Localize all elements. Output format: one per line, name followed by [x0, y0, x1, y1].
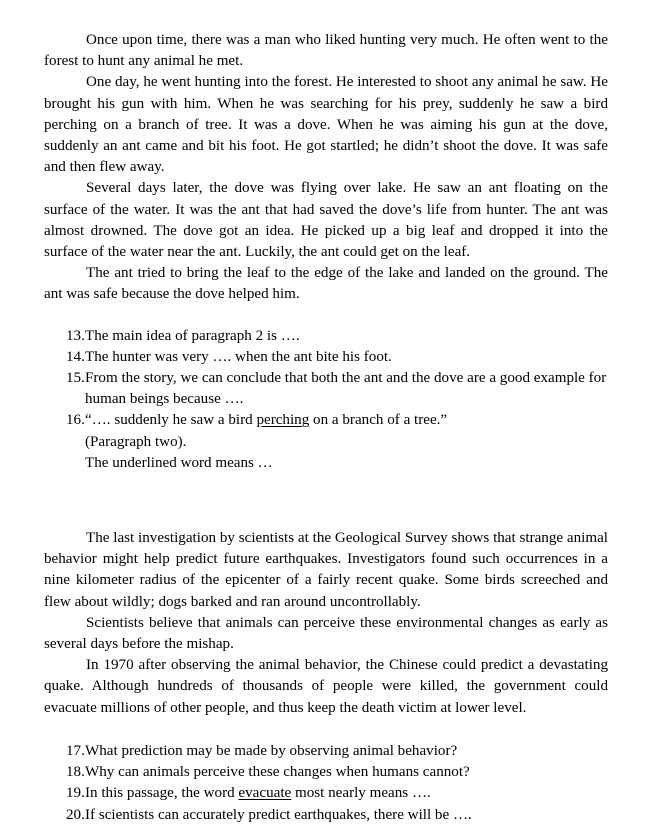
passage-two-paragraph-1: The last investigation by scientists at the Geological Survey shows that strange animal behavior might help predict future earthquakes. Investigators found such occurrences in a nine kilometer radius of the epicenter of a fairly recent quake. Some birds screeched and flew about wildly; dogs barked and ran around uncontrollably. — [44, 530, 608, 610]
question-number-17: 17. — [66, 742, 85, 759]
question-number-18: 18. — [66, 764, 85, 781]
question-number-16: 16. — [66, 412, 85, 429]
question-19-underlined-word: evacuate — [238, 785, 292, 802]
question-text-17: What prediction may be made by observing animal behavior? — [85, 742, 458, 759]
question-number-13: 13. — [66, 327, 85, 344]
question-16-text-before: “…. suddenly he saw a bird — [85, 412, 257, 429]
question-item-13 — [44, 326, 608, 347]
question-list-two — [44, 741, 608, 826]
question-text-13: The main idea of paragraph 2 is …. — [85, 327, 300, 344]
passage-two-paragraph-3: In 1970 after observing the animal behavior, the Chinese could predict a devastating quake. Although hundreds of thousands of people were killed, the government could evacuate millions of other people, and thus keep the death victim at lower level. — [44, 657, 608, 716]
question-item-16 — [44, 410, 608, 474]
question-item-20 — [44, 805, 608, 826]
question-number-20: 20. — [66, 806, 85, 823]
question-text-18: Why can animals perceive these changes when humans cannot? — [85, 764, 470, 781]
spacer-between-sections — [44, 474, 608, 528]
question-text-19 — [85, 785, 431, 801]
passage-one-paragraph-3: Several days later, the dove was flying over lake. He saw an ant floating on the surface of the water. It was the ant that had saved the dove’s life from hunter. The ant was almost drowned. The dove got an idea. He picked up a big leaf and dropped it into the surface of the water near the ant. Luckily, the ant could get on the leaf. — [44, 180, 608, 261]
question-16-text-after: on a branch of a tree.” — [309, 412, 448, 429]
question-16-subline-2: The underlined word means … — [85, 454, 273, 471]
passage-two-paragraph-2: Scientists believe that animals can perceive these environmental changes as early as several days before the mishap. — [44, 614, 608, 653]
passage-one-paragraph-2: One day, he went hunting into the forest. He interested to shoot any animal he saw. He brought his gun with him. When he was searching for his prey, suddenly he saw a bird perching on a branch of tree. It was a dove. When he was aiming his gun at the dove, suddenly an ant came and bit his foot. He got startled; he didn’t shoot the dove. It was safe and then flew away. — [44, 74, 608, 176]
question-number-15: 15. — [66, 370, 85, 387]
question-19-text-after: most nearly means …. — [291, 785, 431, 802]
question-item-17 — [44, 741, 608, 762]
question-item-19 — [44, 783, 608, 804]
question-number-14: 14. — [66, 348, 85, 365]
passage-one-paragraph-1: Once upon time, there was a man who liked hunting very much. He often went to the forest to hunt any animal he met. — [44, 32, 608, 70]
question-16-underlined-word: perching — [256, 412, 310, 429]
passage-two — [44, 528, 608, 719]
spacer-passage-two — [44, 719, 608, 741]
question-text-14: The hunter was very …. when the ant bite his foot. — [85, 348, 392, 365]
question-text-20: If scientists can accurately predict earthquakes, there will be …. — [85, 806, 472, 823]
question-19-text-before: In this passage, the word — [85, 785, 239, 802]
question-item-18 — [44, 762, 608, 783]
question-number-19: 19. — [66, 785, 85, 802]
question-item-15 — [44, 368, 608, 410]
spacer-passage-one — [44, 306, 608, 326]
question-16-subline-1: (Paragraph two). — [85, 433, 187, 450]
question-item-14 — [44, 347, 608, 368]
passage-one — [44, 30, 608, 306]
question-text-16 — [85, 412, 447, 428]
question-list-one — [44, 326, 608, 474]
passage-one-paragraph-4: The ant tried to bring the leaf to the edge of the lake and landed on the ground. The ant was safe because the dove helped him. — [44, 265, 608, 303]
question-text-15: From the story, we can conclude that both the ant and the dove are a good example for human beings because …. — [85, 370, 607, 408]
